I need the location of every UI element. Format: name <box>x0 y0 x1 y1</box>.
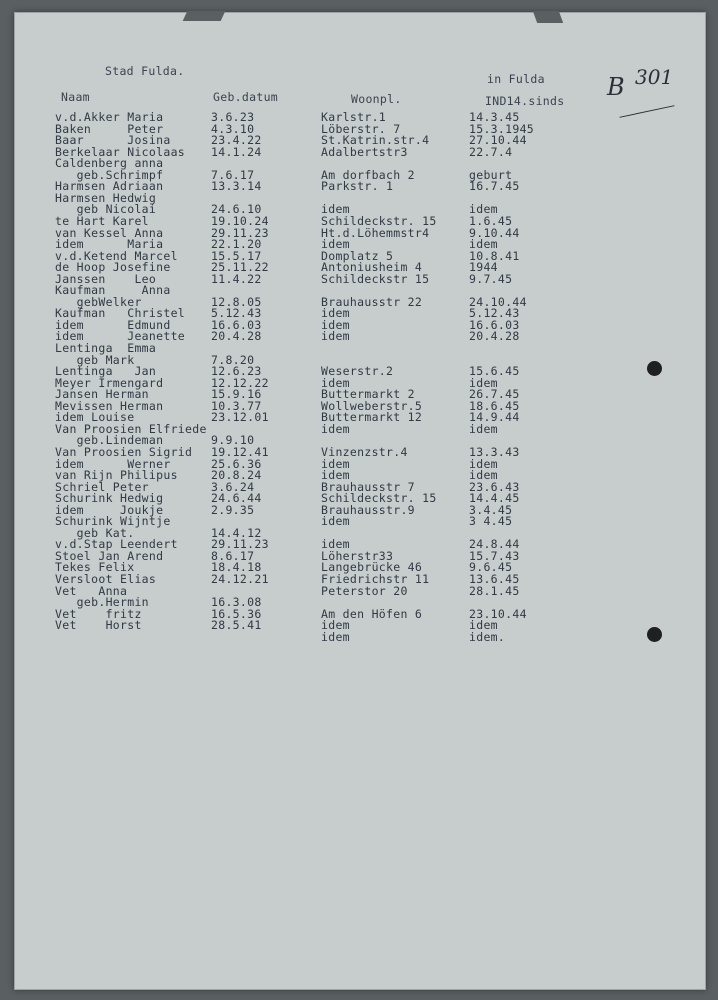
row-birth-date: 10.3.77 <box>211 398 262 413</box>
row-address: Peterstor 20 <box>321 583 408 598</box>
row-name: idem Jeanette <box>55 329 186 344</box>
row-name: v.d.Ketend Marcel <box>55 248 178 263</box>
row-name: Berkelaar Nicolaas <box>55 144 186 159</box>
row-since: 9.10.44 <box>469 225 520 240</box>
document-page <box>14 12 706 990</box>
row-since: idem <box>469 468 498 483</box>
row-since: 23.10.44 <box>469 606 527 621</box>
row-since: 10.8.41 <box>469 248 520 263</box>
archive-mark-letter: B <box>607 73 625 101</box>
row-since: idem <box>469 375 498 390</box>
row-address: idem <box>321 618 350 633</box>
row-since: 13.3.43 <box>469 444 520 459</box>
row-name: Tekes Felix <box>55 560 135 575</box>
row-birth-date: 19.10.24 <box>211 213 269 228</box>
row-birth-date: 15.5.17 <box>211 248 262 263</box>
punch-hole <box>647 361 662 376</box>
row-since: idem <box>469 421 498 436</box>
row-name: Lentinga Emma <box>55 341 157 355</box>
row-since: 14.9.44 <box>469 410 520 425</box>
row-name: te Hart Karel <box>55 213 149 228</box>
row-name: geb.Schrimpf <box>55 167 164 182</box>
row-since: 13.6.45 <box>469 572 520 586</box>
row-since: idem. <box>469 629 506 644</box>
row-since: 24.8.44 <box>469 537 520 552</box>
header-birth-date: Geb.datum <box>213 90 279 104</box>
row-birth-date: 24.6.10 <box>211 202 262 217</box>
row-since: 15.3.1945 <box>469 121 535 136</box>
row-birth-date: 29.11.23 <box>211 225 269 240</box>
row-birth-date: 3.6.23 <box>211 110 255 124</box>
row-birth-date: 25.11.22 <box>211 260 269 275</box>
row-birth-date: 12.12.22 <box>211 375 269 390</box>
row-name: Kaufman Anna <box>55 283 171 298</box>
row-name: Vet Horst <box>55 618 142 633</box>
row-birth-date: 24.6.44 <box>211 491 262 506</box>
row-name: idem Edmund <box>55 317 171 332</box>
row-birth-date: 25.6.36 <box>211 456 262 471</box>
row-name: de Hoop Josefine <box>55 260 171 275</box>
row-since: 26.7.45 <box>469 387 520 402</box>
row-since: 3 4.45 <box>469 514 513 529</box>
row-name: Caldenberg anna <box>55 156 164 171</box>
row-name: Mevissen Herman <box>55 398 164 413</box>
row-address: idem <box>321 468 350 483</box>
row-address: Weserstr.2 <box>321 364 394 379</box>
row-name: Van Proosien Elfriede <box>55 421 207 436</box>
row-birth-date: 5.12.43 <box>211 306 262 321</box>
row-birth-date: 15.9.16 <box>211 387 262 402</box>
row-birth-date: 23.4.22 <box>211 133 262 148</box>
row-name: idem Werner <box>55 456 171 471</box>
row-address: idem <box>321 329 350 344</box>
row-name: Baar Josina <box>55 133 171 148</box>
row-birth-date: 16.5.36 <box>211 606 262 621</box>
punch-hole <box>647 627 662 642</box>
row-since: 5.12.43 <box>469 306 520 321</box>
row-birth-date: 24.12.21 <box>211 572 269 586</box>
row-name: gebWelker <box>55 294 142 309</box>
row-name: van Kessel Anna <box>55 225 164 240</box>
header-since: IND14.sinds <box>485 94 565 108</box>
row-address: Schildeckstr. 15 <box>321 213 437 228</box>
row-name: geb Nicolai <box>55 202 157 217</box>
row-address: idem <box>321 317 350 332</box>
header-name: Naam <box>61 90 90 104</box>
row-name: Lentinga Jan <box>55 364 157 379</box>
row-address: Am den Höfen 6 <box>321 606 423 621</box>
row-since: 18.6.45 <box>469 398 520 413</box>
row-since: 1944 <box>469 260 498 275</box>
row-address: idem <box>321 514 350 529</box>
row-birth-date: 19.12.41 <box>211 444 269 459</box>
row-address: Domplatz 5 <box>321 248 394 263</box>
row-address: Löberstr. 7 <box>321 121 401 136</box>
row-name: geb Mark <box>55 352 135 367</box>
row-birth-date: 9.9.10 <box>211 433 255 448</box>
row-since: 14.3.45 <box>469 110 520 124</box>
row-name: idem Louise <box>55 410 135 425</box>
row-since: 23.6.43 <box>469 479 520 494</box>
row-birth-date: 14.4.12 <box>211 525 262 540</box>
row-address: Wollweberstr.5 <box>321 398 423 413</box>
torn-edge <box>533 11 563 23</box>
row-address: Am dorfbach 2 <box>321 167 415 182</box>
row-birth-date: 22.1.20 <box>211 237 262 252</box>
row-birth-date: 20.4.28 <box>211 329 262 344</box>
row-name: Jansen Herman <box>55 387 149 402</box>
row-name: idem Maria <box>55 237 164 252</box>
row-name: Meyer Irmengard <box>55 375 164 390</box>
row-birth-date: 16.6.03 <box>211 317 262 332</box>
row-name: geb.Lindeman <box>55 433 164 448</box>
row-birth-date: 16.3.08 <box>211 595 262 610</box>
top-right-label: in Fulda <box>487 72 545 86</box>
row-address: Buttermarkt 2 <box>321 387 415 402</box>
row-address: Brauhausstr 7 <box>321 479 415 494</box>
row-address: Brauhausstr.9 <box>321 502 415 517</box>
row-address: idem <box>321 375 350 390</box>
row-birth-date: 2.9.35 <box>211 502 255 517</box>
row-birth-date: 18.4.18 <box>211 560 262 575</box>
row-since: 16.7.45 <box>469 179 520 194</box>
row-address: idem <box>321 237 350 252</box>
row-address: Brauhausstr 22 <box>321 294 423 309</box>
row-name: Van Proosien Sigrid <box>55 444 193 459</box>
row-birth-date: 4.3.10 <box>211 121 255 136</box>
row-since: geburt <box>469 167 513 182</box>
row-name: Janssen Leo <box>55 271 157 286</box>
row-address: Parkstr. 1 <box>321 179 394 194</box>
row-name: Kaufman Christel <box>55 306 186 321</box>
row-birth-date: 20.8.24 <box>211 468 262 483</box>
row-address: idem <box>321 456 350 471</box>
row-address: Ht.d.Löhemmstr4 <box>321 225 430 240</box>
row-birth-date: 8.6.17 <box>211 548 255 563</box>
row-address: Vinzenzstr.4 <box>321 444 408 459</box>
row-since: 28.1.45 <box>469 583 520 598</box>
row-name: idem Joukje <box>55 502 164 517</box>
row-name: Harmsen Adriaan <box>55 179 164 194</box>
row-since: idem <box>469 202 498 217</box>
row-name: Versloot Elias <box>55 572 157 586</box>
row-address: Karlstr.1 <box>321 110 387 124</box>
row-address: Buttermarkt 12 <box>321 410 423 425</box>
row-name: Baken Peter <box>55 121 164 136</box>
row-name: Schurink Wijntje <box>55 514 171 529</box>
row-address: Löherstr33 <box>321 548 394 563</box>
row-birth-date: 3.6.24 <box>211 479 255 494</box>
row-address: Friedrichstr 11 <box>321 572 430 586</box>
row-birth-date: 13.3.14 <box>211 179 262 194</box>
row-birth-date: 29.11.23 <box>211 537 269 552</box>
row-address: idem <box>321 306 350 321</box>
row-address: St.Katrin.str.4 <box>321 133 430 148</box>
row-name: Schurink Hedwig <box>55 491 164 506</box>
row-since: 3.4.45 <box>469 502 513 517</box>
row-since: 22.7.4 <box>469 144 513 159</box>
row-birth-date: 12.8.05 <box>211 294 262 309</box>
torn-edge <box>183 11 226 21</box>
row-since: 9.7.45 <box>469 271 513 286</box>
row-name: Vet fritz <box>55 606 142 621</box>
row-since: idem <box>469 456 498 471</box>
row-since: 15.7.43 <box>469 548 520 563</box>
row-name: geb Kat. <box>55 525 135 540</box>
row-name: Harmsen Hedwig <box>55 190 157 205</box>
row-birth-date: 23.12.01 <box>211 410 269 425</box>
row-address: idem <box>321 629 350 644</box>
row-name: Vet Anna <box>55 583 128 598</box>
row-address: Antoniusheim 4 <box>321 260 423 275</box>
row-address: Langebrücke 46 <box>321 560 423 575</box>
row-birth-date: 7.8.20 <box>211 352 255 367</box>
row-address: Schildeckstr. 15 <box>321 491 437 506</box>
row-since: 16.6.03 <box>469 317 520 332</box>
row-name: Stoel Jan Arend <box>55 548 164 563</box>
row-since: 15.6.45 <box>469 364 520 379</box>
row-since: 9.6.45 <box>469 560 513 575</box>
row-address: idem <box>321 421 350 436</box>
row-since: idem <box>469 237 498 252</box>
row-name: van Rijn Philipus <box>55 468 178 483</box>
row-since: 27.10.44 <box>469 133 527 148</box>
row-address: Schildeckstr 15 <box>321 271 430 286</box>
row-address: Adalbertstr3 <box>321 144 408 159</box>
row-since: idem <box>469 618 498 633</box>
archive-mark-number: 301 <box>635 65 674 89</box>
row-birth-date: 7.6.17 <box>211 167 255 182</box>
row-address: idem <box>321 537 350 552</box>
row-name: v.d.Stap Leendert <box>55 537 178 552</box>
archive-mark-underline <box>620 105 675 118</box>
row-since: 24.10.44 <box>469 294 527 309</box>
row-since: 1.6.45 <box>469 213 513 228</box>
row-address: idem <box>321 202 350 217</box>
row-since: 20.4.28 <box>469 329 520 344</box>
row-since: 14.4.45 <box>469 491 520 506</box>
row-name: geb.Hermin <box>55 595 149 610</box>
row-name: v.d.Akker Maria <box>55 110 164 124</box>
row-birth-date: 14.1.24 <box>211 144 262 159</box>
header-address: Woonpl. <box>351 92 402 106</box>
row-birth-date: 28.5.41 <box>211 618 262 633</box>
city-title: Stad Fulda. <box>105 64 185 78</box>
row-birth-date: 12.6.23 <box>211 364 262 379</box>
row-birth-date: 11.4.22 <box>211 271 262 286</box>
row-name: Schriel Peter <box>55 479 149 494</box>
